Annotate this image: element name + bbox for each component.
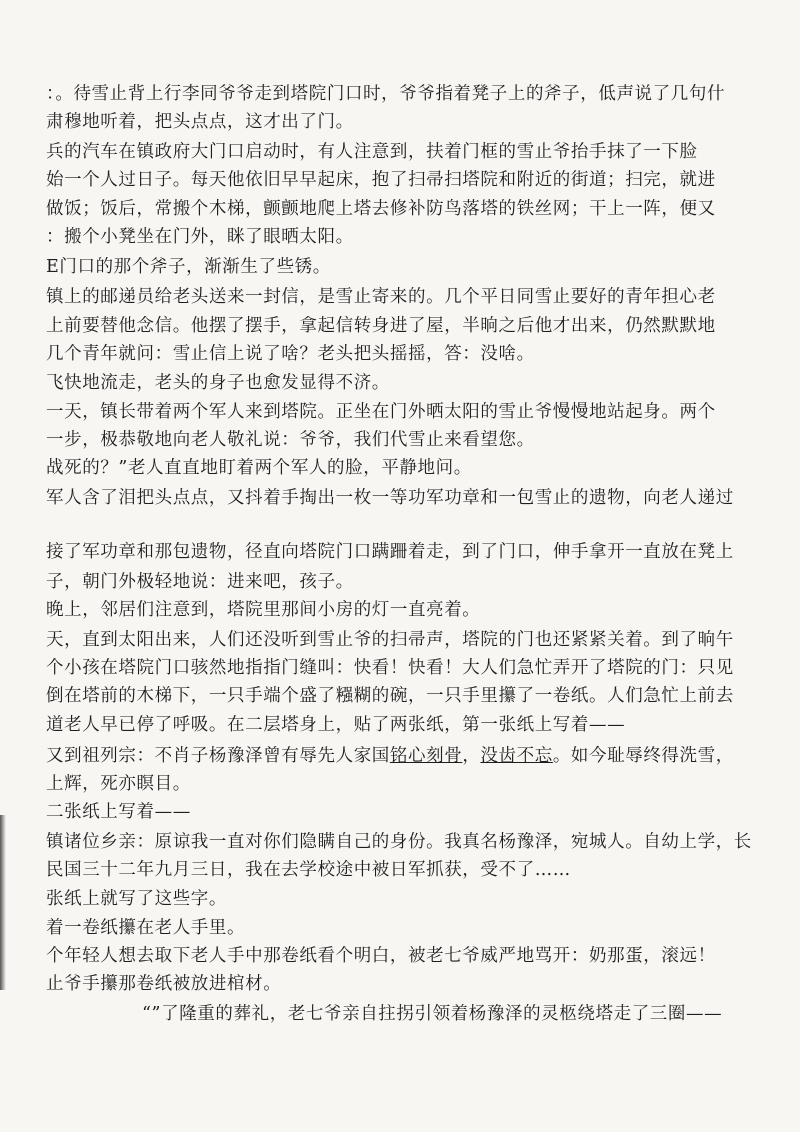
text-line: 子，朝门外极轻地说：进来吧，孩子。 [46, 572, 354, 592]
first-paper-post: 。如今耻辱终得洗雪， [552, 746, 734, 766]
text-line: 几个青年就问：雪止信上说了啥？老头把头摇摇，答：没啥。 [46, 344, 535, 364]
text-line: ：搬个小凳坐在门外，眯了眼晒太阳。 [46, 227, 354, 247]
text-line: 倒在塔前的木梯下，一只手端个盛了糨糊的碗，一只手里攥了一卷纸。人们急忙上前去 [46, 686, 734, 706]
funeral-text: 隆重的葬礼，老七爷亲自拄拐引领着杨豫泽的灵柩绕塔走了三圈—— [179, 1004, 723, 1024]
underlined-phrase: 铭心刻骨 [389, 746, 463, 766]
text-line: 个小孩在塔院门口骇然地指指门缝叫：快看！快看！大人们急忙弄开了塔院的门：只见 [46, 658, 734, 678]
text-line: 做饭；饭后，常搬个木梯，颤颤地爬上塔去修补防鸟落塔的铁丝网；干上一阵，便又 [46, 199, 716, 219]
text-line: 接了军功章和那包遗物，径直向塔院门口蹒跚着走，到了门口，伸手拿开一直放在凳上 [46, 542, 734, 562]
text-line: 兵的汽车在镇政府大门口启动时，有人注意到，扶着门框的雪止爷抬手抹了一下脸 [46, 142, 698, 162]
text-line: 着一卷纸攥在老人手里。 [46, 918, 246, 938]
text-line: 二张纸上写着—— [46, 802, 191, 822]
text-line: E门口的那个斧子，渐渐生了些锈。 [46, 257, 331, 277]
text-line: 飞快地流走，老头的身子也愈发显得不济。 [46, 373, 390, 393]
first-paper-text: 又到祖列宗：不肖子杨豫泽曾有辱先人家国铭心刻骨，没齿不忘。如今耻辱终得洗雪， [46, 746, 734, 766]
text-line: 战死的？”老人直直地盯着两个军人的脸，平静地问。 [46, 458, 472, 478]
text-line: 肃穆地听着，把头点点，这才出了门。 [46, 112, 354, 132]
text-line: 一步，极恭敬地向老人敬礼说：爷爷，我们代雪止来看望您。 [46, 430, 535, 450]
text-line: 天，直到太阳出来，人们还没听到雪止爷的扫帚声，塔院的门也还紧紧关着。到了晌午 [46, 630, 734, 650]
text-line: 一天，镇长带着两个军人来到塔院。正坐在门外晒太阳的雪止爷慢慢地站起身。两个 [46, 402, 716, 422]
scan-shadow-edge [0, 815, 6, 990]
text-line: 上前要替他念信。他摆了摆手，拿起信转身进了屋，半晌之后他才出来，仍然默默地 [46, 316, 716, 336]
text-line: ：。待雪止背上行李同爷爷走到塔院门口时，爷爷指着凳子上的斧子，低声说了几句什 [46, 84, 726, 104]
text-line: 镇上的邮递员给老头送来一封信，是雪止寄来的。几个平日同雪止要好的青年担心老 [46, 287, 716, 307]
underlined-phrase: 没齿不忘 [480, 746, 553, 766]
text-line: 上辉，死亦瞑目。 [46, 774, 191, 794]
text-line: 镇诸位乡亲：原谅我一直对你们隐瞒自己的身份。我真名杨豫泽，宛城人。自幼上学，长 [46, 832, 752, 852]
funeral-pre: “”了 [142, 1004, 180, 1024]
text-line: 个年轻人想去取下老人手中那卷纸看个明白，被老七爷威严地骂开：奶那蛋，滚远！ [46, 946, 716, 966]
text-line: 晚上，邻居们注意到，塔院里那间小房的灯一直亮着。 [46, 600, 481, 620]
text-line: 张纸上就写了这些字。 [46, 889, 227, 909]
funeral-line [142, 1002, 782, 1026]
first-paper-pre: 又到祖列宗：不肖子杨豫泽曾有辱先人家国 [46, 746, 390, 766]
text-line: 民国三十二年九月三日，我在去学校途中被日军抓获，受不了…… [46, 860, 571, 880]
text-line: 军人含了泪把头点点，又抖着手掏出一枚一等功军功章和一包雪止的遗物，向老人递过 [46, 488, 734, 508]
text-line: 道老人早已停了呼吸。在二层塔身上，贴了两张纸，第一张纸上写着—— [46, 715, 626, 735]
text-line: 始一个人过日子。每天他依旧早早起床，抱了扫帚扫塔院和附近的街道；扫完，就进 [46, 170, 716, 190]
text-line: 止爷手攥那卷纸被放进棺材。 [46, 974, 282, 994]
